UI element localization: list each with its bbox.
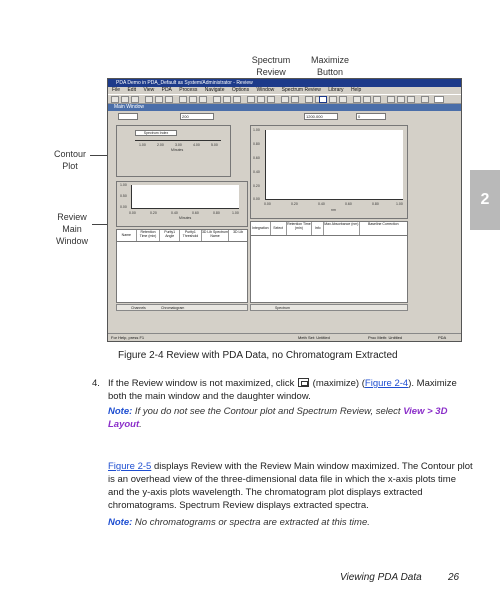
- spectrum-x-tick: 0.80: [372, 202, 379, 206]
- peak-table[interactable]: [116, 229, 248, 303]
- review-x-tick: 0.00: [129, 211, 136, 215]
- peak-col-lib: 3D Lib: [233, 230, 244, 234]
- chapter-tab: 2: [470, 170, 500, 230]
- toolbar-button[interactable]: [111, 96, 119, 103]
- toolbar-dropdown[interactable]: [434, 96, 444, 103]
- spectrum-y-tick: 0.80: [253, 142, 260, 146]
- spectrum-x-tick: 0.60: [345, 202, 352, 206]
- figure-2-5-link[interactable]: Figure 2-5: [108, 461, 152, 472]
- contour-tick: 2.00: [157, 143, 164, 147]
- review-x-tick: 0.20: [150, 211, 157, 215]
- menu-view[interactable]: View: [143, 87, 155, 93]
- menu-file[interactable]: File: [112, 87, 121, 93]
- contour-tick: 4.00: [193, 143, 200, 147]
- bandwidth-field[interactable]: 1200.000: [304, 113, 338, 120]
- wavelength-field[interactable]: 200: [180, 113, 214, 120]
- peak-col-threshold: Purity1 Threshold: [180, 230, 202, 241]
- main-window-titlebar: Main Window: [108, 104, 461, 111]
- toolbar-button[interactable]: [189, 96, 197, 103]
- spectrum-x-tick: 0.40: [318, 202, 325, 206]
- chromatogram-plot[interactable]: [116, 181, 248, 227]
- callout-contour-plot: Contour Plot: [53, 149, 87, 171]
- toolbar-button[interactable]: [267, 96, 275, 103]
- toolbar-button[interactable]: [155, 96, 163, 103]
- footer-section: Viewing PDA Data: [340, 572, 422, 583]
- tab-spectrum[interactable]: Spectrum: [275, 306, 290, 310]
- review-plot-area: [131, 185, 239, 209]
- peak-table-header: [117, 230, 247, 242]
- description-paragraph: Figure 2-5 displays Review with the Review Main window maximized. The Contour plot is an overhead view of the three-dimensional data file in which the x-axis plots time and the y-axis plots wavelength. The chromatogram plot displays extracted chromatograms. Spectrum Review displays extracted spectra.: [108, 461, 473, 511]
- spectrum-y-tick: 0.60: [253, 156, 260, 160]
- peak-col-rt: Retention Time (min): [137, 230, 161, 241]
- note-label: Note:: [108, 406, 133, 417]
- toolbar-button[interactable]: [223, 96, 231, 103]
- spectrum-table[interactable]: [250, 221, 408, 303]
- toolbar-button[interactable]: [421, 96, 429, 103]
- contour-axis: [135, 140, 221, 141]
- toolbar-button[interactable]: [373, 96, 381, 103]
- toolbar-button[interactable]: [131, 96, 139, 103]
- app-menubar: [108, 87, 461, 94]
- spectrum-y-tick: 1.00: [253, 128, 260, 132]
- maximize-icon: [298, 378, 309, 387]
- spectrum-x-tick: 0.20: [291, 202, 298, 206]
- footer-page-number: 26: [448, 572, 460, 583]
- contour-tick: 5.00: [211, 143, 218, 147]
- contour-tick: 1.00: [139, 143, 146, 147]
- menu-edit[interactable]: Edit: [127, 87, 137, 93]
- review-y-tick: 0.00: [120, 205, 127, 209]
- app-toolbar: [108, 94, 461, 104]
- toolbar-button[interactable]: [329, 96, 337, 103]
- spectrum-index-box: Spectrum Index: [135, 130, 177, 136]
- spec-col-max-abs: Max Absorbance (nm): [324, 222, 360, 235]
- spectrum-table-header: [251, 222, 407, 236]
- toolbar-button[interactable]: [165, 96, 173, 103]
- spectrum-x-tick: 0.00: [264, 202, 271, 206]
- peak-col-angle: Purity1 Angle: [160, 230, 180, 241]
- callout-maximize-button: Maximize Button: [310, 55, 349, 77]
- spectrum-axis-label: nm: [331, 208, 336, 212]
- toolbar-button[interactable]: [257, 96, 265, 103]
- spectrum-review-plot[interactable]: [250, 125, 408, 219]
- note-no-chromatograms: Note: No chromatograms or spectra are extracted at this time.: [108, 517, 370, 528]
- review-axis-label: Minutes: [179, 216, 192, 220]
- toolbar-button[interactable]: [305, 96, 313, 103]
- review-x-tick: 0.80: [213, 211, 220, 215]
- spectrum-y-tick: 0.40: [253, 170, 260, 174]
- toolbar-button[interactable]: [397, 96, 405, 103]
- spectrum-y-tick: 0.20: [253, 184, 260, 188]
- toolbar-button[interactable]: [387, 96, 395, 103]
- spectrum-plot-area: [265, 130, 403, 200]
- toolbar-button[interactable]: [199, 96, 207, 103]
- menu-window[interactable]: Window: [256, 87, 275, 93]
- toolbar-button[interactable]: [407, 96, 415, 103]
- status-mode: PDA: [438, 335, 447, 340]
- review-x-tick: 0.60: [192, 211, 199, 215]
- toolbar-button[interactable]: [247, 96, 255, 103]
- chromatogram-tab-strip: [116, 304, 248, 311]
- toolbar-button[interactable]: [145, 96, 153, 103]
- app-titlebar: PDA Demo in PDA_Default as System/Administrator - Review: [108, 79, 461, 87]
- peak-col-name: Name: [117, 230, 137, 241]
- app-statusbar: [108, 333, 461, 341]
- spectrum-y-tick: 0.00: [253, 197, 260, 201]
- callout-review-main-window: Review Main Window: [55, 212, 88, 246]
- peak-col-lib-name: 3D Lib Spectrum Name: [202, 230, 230, 241]
- spec-col-rt: Retention Time (min): [287, 222, 313, 235]
- review-y-tick: 1.00: [120, 183, 127, 187]
- contour-axis-label: Minutes: [171, 148, 184, 152]
- toolbar-button[interactable]: [363, 96, 371, 103]
- contour-tick: 3.00: [175, 143, 182, 147]
- toolbar-button[interactable]: [121, 96, 129, 103]
- spec-col-integration: Integration: [251, 222, 271, 235]
- menu-path: View > 3D Layout: [108, 406, 448, 430]
- step-text: If the Review window is not maximized, click (maximize) (Figure 2-4). Maximize both the main window and the daughter window.: [108, 378, 457, 402]
- menu-pda[interactable]: PDA: [161, 87, 172, 93]
- spec-col-baseline: Baseline Correction: [368, 222, 399, 226]
- tab-channels[interactable]: Channels: [131, 306, 146, 310]
- spectrum-x-tick: 1.00: [396, 202, 403, 206]
- spectrum-tab-strip: [250, 304, 408, 311]
- status-proc-method: Proc Meth: Untitled: [368, 335, 403, 340]
- field-box[interactable]: [118, 113, 138, 120]
- maximize-button[interactable]: [319, 96, 327, 103]
- menu-library[interactable]: Library: [328, 87, 344, 93]
- review-y-tick: 0.50: [120, 194, 127, 198]
- status-help: For Help, press F1: [111, 335, 145, 340]
- review-x-tick: 1.00: [232, 211, 239, 215]
- toolbar-button[interactable]: [233, 96, 241, 103]
- toolbar-button[interactable]: [179, 96, 187, 103]
- contour-plot[interactable]: [116, 125, 231, 177]
- toolbar-button[interactable]: [213, 96, 221, 103]
- offset-field[interactable]: 0: [356, 113, 386, 120]
- tab-chromatogram[interactable]: Chromatogram: [161, 306, 185, 310]
- spec-col-select: Select: [271, 222, 287, 235]
- toolbar-button[interactable]: [353, 96, 361, 103]
- note-label: Note:: [108, 517, 133, 528]
- menu-help[interactable]: Help: [350, 87, 362, 93]
- review-screenshot: [107, 78, 462, 342]
- figure-caption: Figure 2-4 Review with PDA Data, no Chromatogram Extracted: [118, 350, 398, 361]
- callout-spectrum-review: Spectrum Review: [251, 55, 291, 77]
- review-x-tick: 0.40: [171, 211, 178, 215]
- step-number: 4.: [92, 378, 100, 389]
- menu-spectrum-review[interactable]: Spectrum Review: [281, 87, 321, 93]
- menu-navigate[interactable]: Navigate: [204, 87, 225, 93]
- toolbar-button[interactable]: [339, 96, 347, 103]
- toolbar-button[interactable]: [291, 96, 299, 103]
- menu-options[interactable]: Options: [231, 87, 250, 93]
- figure-2-4-link[interactable]: Figure 2-4: [364, 378, 409, 389]
- menu-process[interactable]: Process: [179, 87, 198, 93]
- spec-col-info: Info: [312, 222, 324, 235]
- note-3d-layout: Note: If you do not see the Contour plot and Spectrum Review, select View > 3D Layout.: [108, 406, 448, 430]
- toolbar-button[interactable]: [281, 96, 289, 103]
- status-method-set: Meth Set: Untitled: [298, 335, 330, 340]
